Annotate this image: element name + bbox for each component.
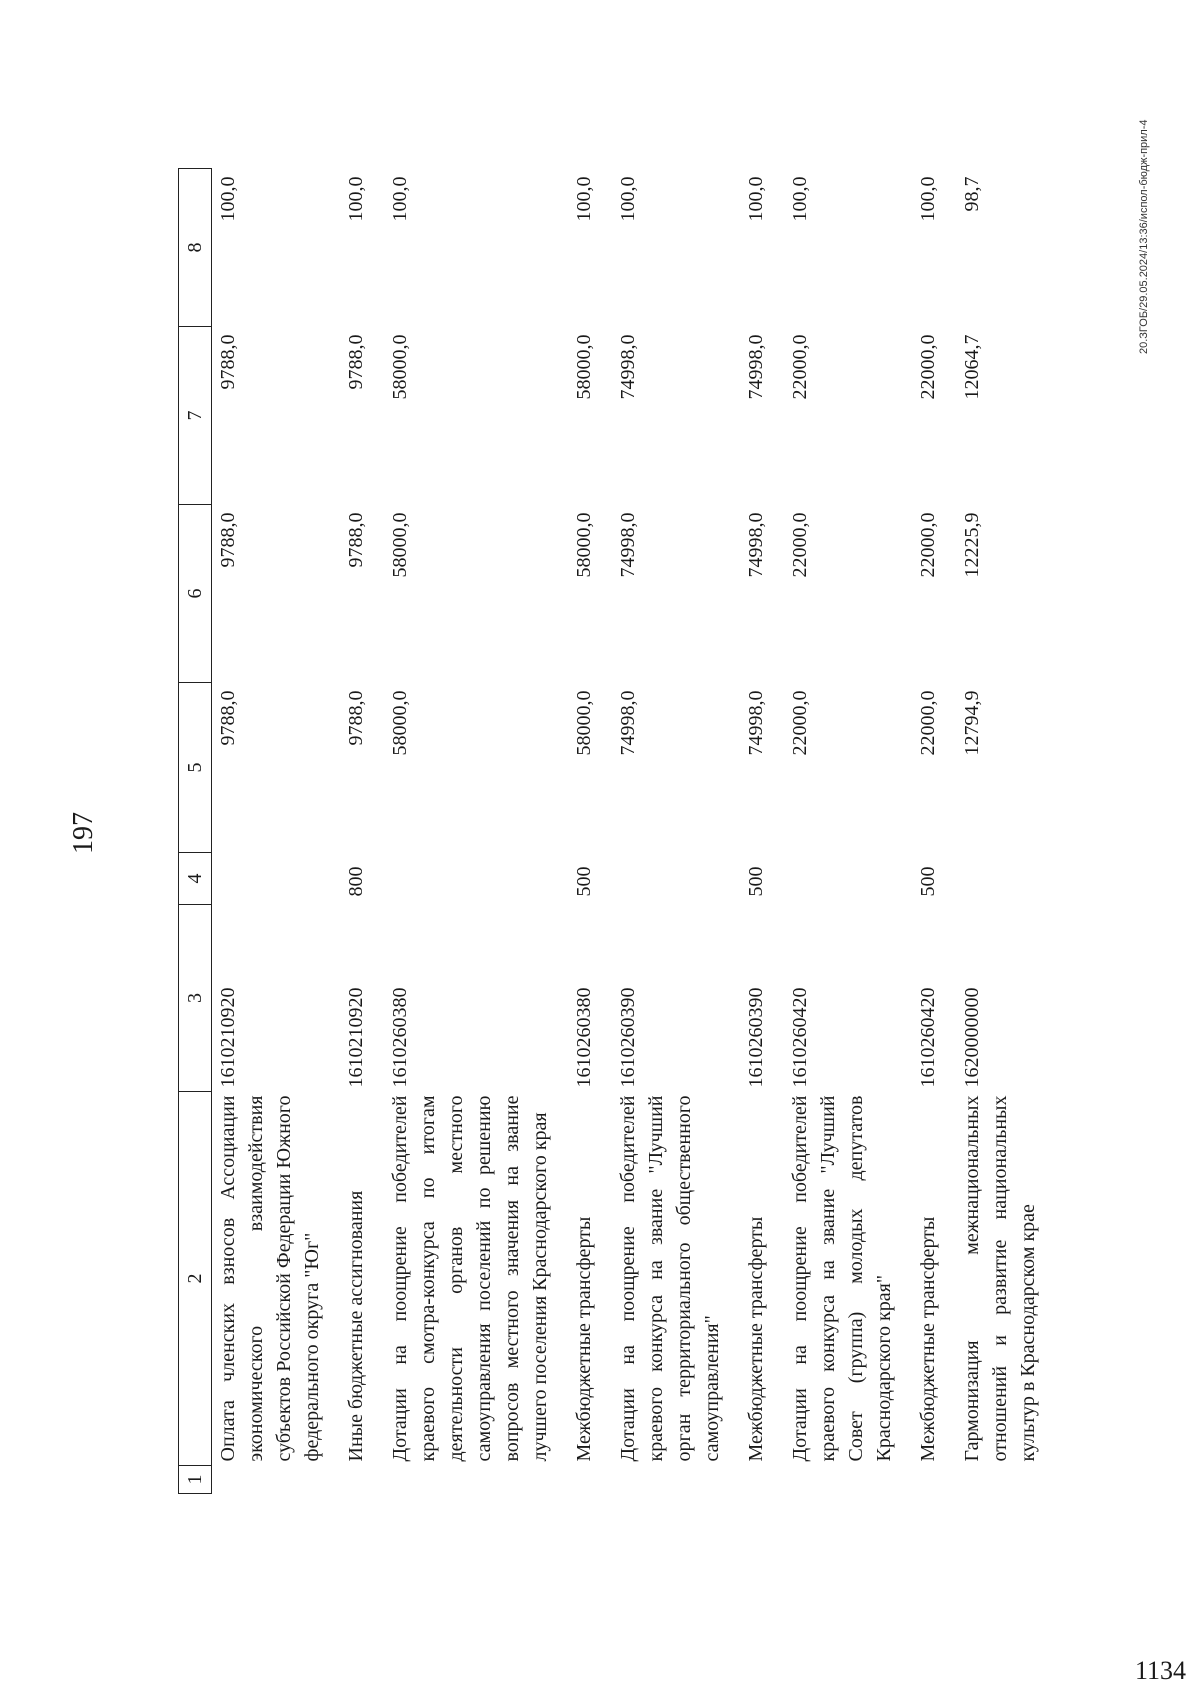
table-row xyxy=(912,169,956,1494)
value-col7: 22000,0 xyxy=(789,334,811,400)
value-col6: 22000,0 xyxy=(789,512,811,578)
target-code: 1610210920 xyxy=(345,987,367,1088)
row-number xyxy=(740,1466,784,1494)
value-col8: 100,0 xyxy=(573,176,595,222)
value-col6: 9788,0 xyxy=(217,512,239,568)
value-col5: 22000,0 xyxy=(789,690,811,756)
table-row xyxy=(212,169,341,1494)
column-header: 3 xyxy=(179,905,212,1092)
row-name: Дотации на поощрение победителей краевого смотра-конкурса по итогам деятельности органов местного самоуправления поселений по решению вопросов местного значения на звание лучшего поселения Краснодарского края xyxy=(389,1095,551,1462)
value-col8: 100,0 xyxy=(617,176,639,222)
expense-group: 800 xyxy=(345,866,367,897)
value-col5: 74998,0 xyxy=(617,690,639,756)
value-col7: 58000,0 xyxy=(573,334,595,400)
sheet-number: 1134 xyxy=(1134,1656,1186,1685)
value-col6: 12225,9 xyxy=(961,512,983,578)
value-col6: 9788,0 xyxy=(345,512,367,568)
table-row xyxy=(956,169,1056,1494)
target-code: 1610260390 xyxy=(745,987,767,1088)
value-col5: 12794,9 xyxy=(961,690,983,756)
value-col5: 58000,0 xyxy=(389,690,411,756)
expense-group: 500 xyxy=(573,866,595,897)
table-row xyxy=(340,169,384,1494)
column-header: 2 xyxy=(179,1092,212,1466)
target-code: 1620000000 xyxy=(961,987,983,1088)
row-number xyxy=(212,1466,341,1494)
column-header: 1 xyxy=(179,1466,212,1494)
row-number xyxy=(784,1466,912,1494)
expense-group xyxy=(784,853,912,905)
value-col7: 74998,0 xyxy=(617,334,639,400)
value-col7: 9788,0 xyxy=(217,334,239,390)
value-col5: 58000,0 xyxy=(573,690,595,756)
row-name: Дотации на поощрение победителей краевого конкурса на звание "Лучший Совет (группа) молодых депутатов Краснодарского края" xyxy=(789,1095,895,1462)
row-number xyxy=(912,1466,956,1494)
page-number: 197 xyxy=(68,812,99,854)
value-col7: 12064,7 xyxy=(961,334,983,400)
expense-group: 500 xyxy=(745,866,767,897)
value-col6: 58000,0 xyxy=(389,512,411,578)
value-col5: 22000,0 xyxy=(917,690,939,756)
row-name: Межбюджетные трансферты xyxy=(745,1216,767,1462)
value-col5: 9788,0 xyxy=(217,690,239,746)
expense-group: 500 xyxy=(917,866,939,897)
table-row xyxy=(568,169,612,1494)
value-col8: 100,0 xyxy=(345,176,367,222)
expense-group xyxy=(612,853,740,905)
target-code: 1610260420 xyxy=(789,987,811,1088)
row-name: Гармонизация межнациональных отношений и развитие национальных культур в Краснодарском крае xyxy=(961,1095,1039,1462)
row-name: Межбюджетные трансферты xyxy=(573,1216,595,1462)
row-number xyxy=(612,1466,740,1494)
value-col7: 58000,0 xyxy=(389,334,411,400)
value-col6: 74998,0 xyxy=(617,512,639,578)
column-header: 6 xyxy=(179,505,212,683)
row-name: Межбюджетные трансферты xyxy=(917,1216,939,1462)
row-number xyxy=(340,1466,384,1494)
table-row xyxy=(384,169,568,1494)
column-header: 8 xyxy=(179,169,212,327)
row-name: Оплата членских взносов Ассоциации экономического взаимодействия субъектов Российской Федерации Южного федерального округа "Юг" xyxy=(217,1095,323,1462)
value-col6: 74998,0 xyxy=(745,512,767,578)
target-code: 1610260390 xyxy=(617,987,639,1088)
column-header: 5 xyxy=(179,683,212,853)
target-code: 1610260420 xyxy=(917,987,939,1088)
value-col5: 9788,0 xyxy=(345,690,367,746)
value-col7: 74998,0 xyxy=(745,334,767,400)
table-row xyxy=(740,169,784,1494)
column-header: 7 xyxy=(179,327,212,505)
value-col8: 100,0 xyxy=(389,176,411,222)
target-code: 1610210920 xyxy=(217,987,239,1088)
value-col5: 74998,0 xyxy=(745,690,767,756)
header-row xyxy=(179,169,212,1494)
budget-table xyxy=(178,168,1056,1494)
expense-group xyxy=(956,853,1056,905)
value-col8: 100,0 xyxy=(789,176,811,222)
column-header: 4 xyxy=(179,853,212,905)
value-col7: 22000,0 xyxy=(917,334,939,400)
expense-group xyxy=(212,853,341,905)
value-col8: 100,0 xyxy=(917,176,939,222)
row-number xyxy=(568,1466,612,1494)
document-id-stamp: 20.ЗГОБ/29.05.2024/13:36/испол-бюдж-прил-4 xyxy=(1138,119,1150,354)
table-row xyxy=(784,169,912,1494)
row-name: Иные бюджетные ассигнования xyxy=(345,1190,367,1462)
row-name: Дотации на поощрение победителей краевого конкурса на звание "Лучший орган территориального общественного самоуправления" xyxy=(617,1095,723,1462)
value-col7: 9788,0 xyxy=(345,334,367,390)
table-row xyxy=(612,169,740,1494)
value-col8: 98,7 xyxy=(961,176,983,212)
row-number xyxy=(956,1466,1056,1494)
expense-group xyxy=(384,853,568,905)
target-code: 1610260380 xyxy=(389,987,411,1088)
value-col8: 100,0 xyxy=(217,176,239,222)
value-col8: 100,0 xyxy=(745,176,767,222)
row-number xyxy=(384,1466,568,1494)
value-col6: 22000,0 xyxy=(917,512,939,578)
target-code: 1610260380 xyxy=(573,987,595,1088)
value-col6: 58000,0 xyxy=(573,512,595,578)
